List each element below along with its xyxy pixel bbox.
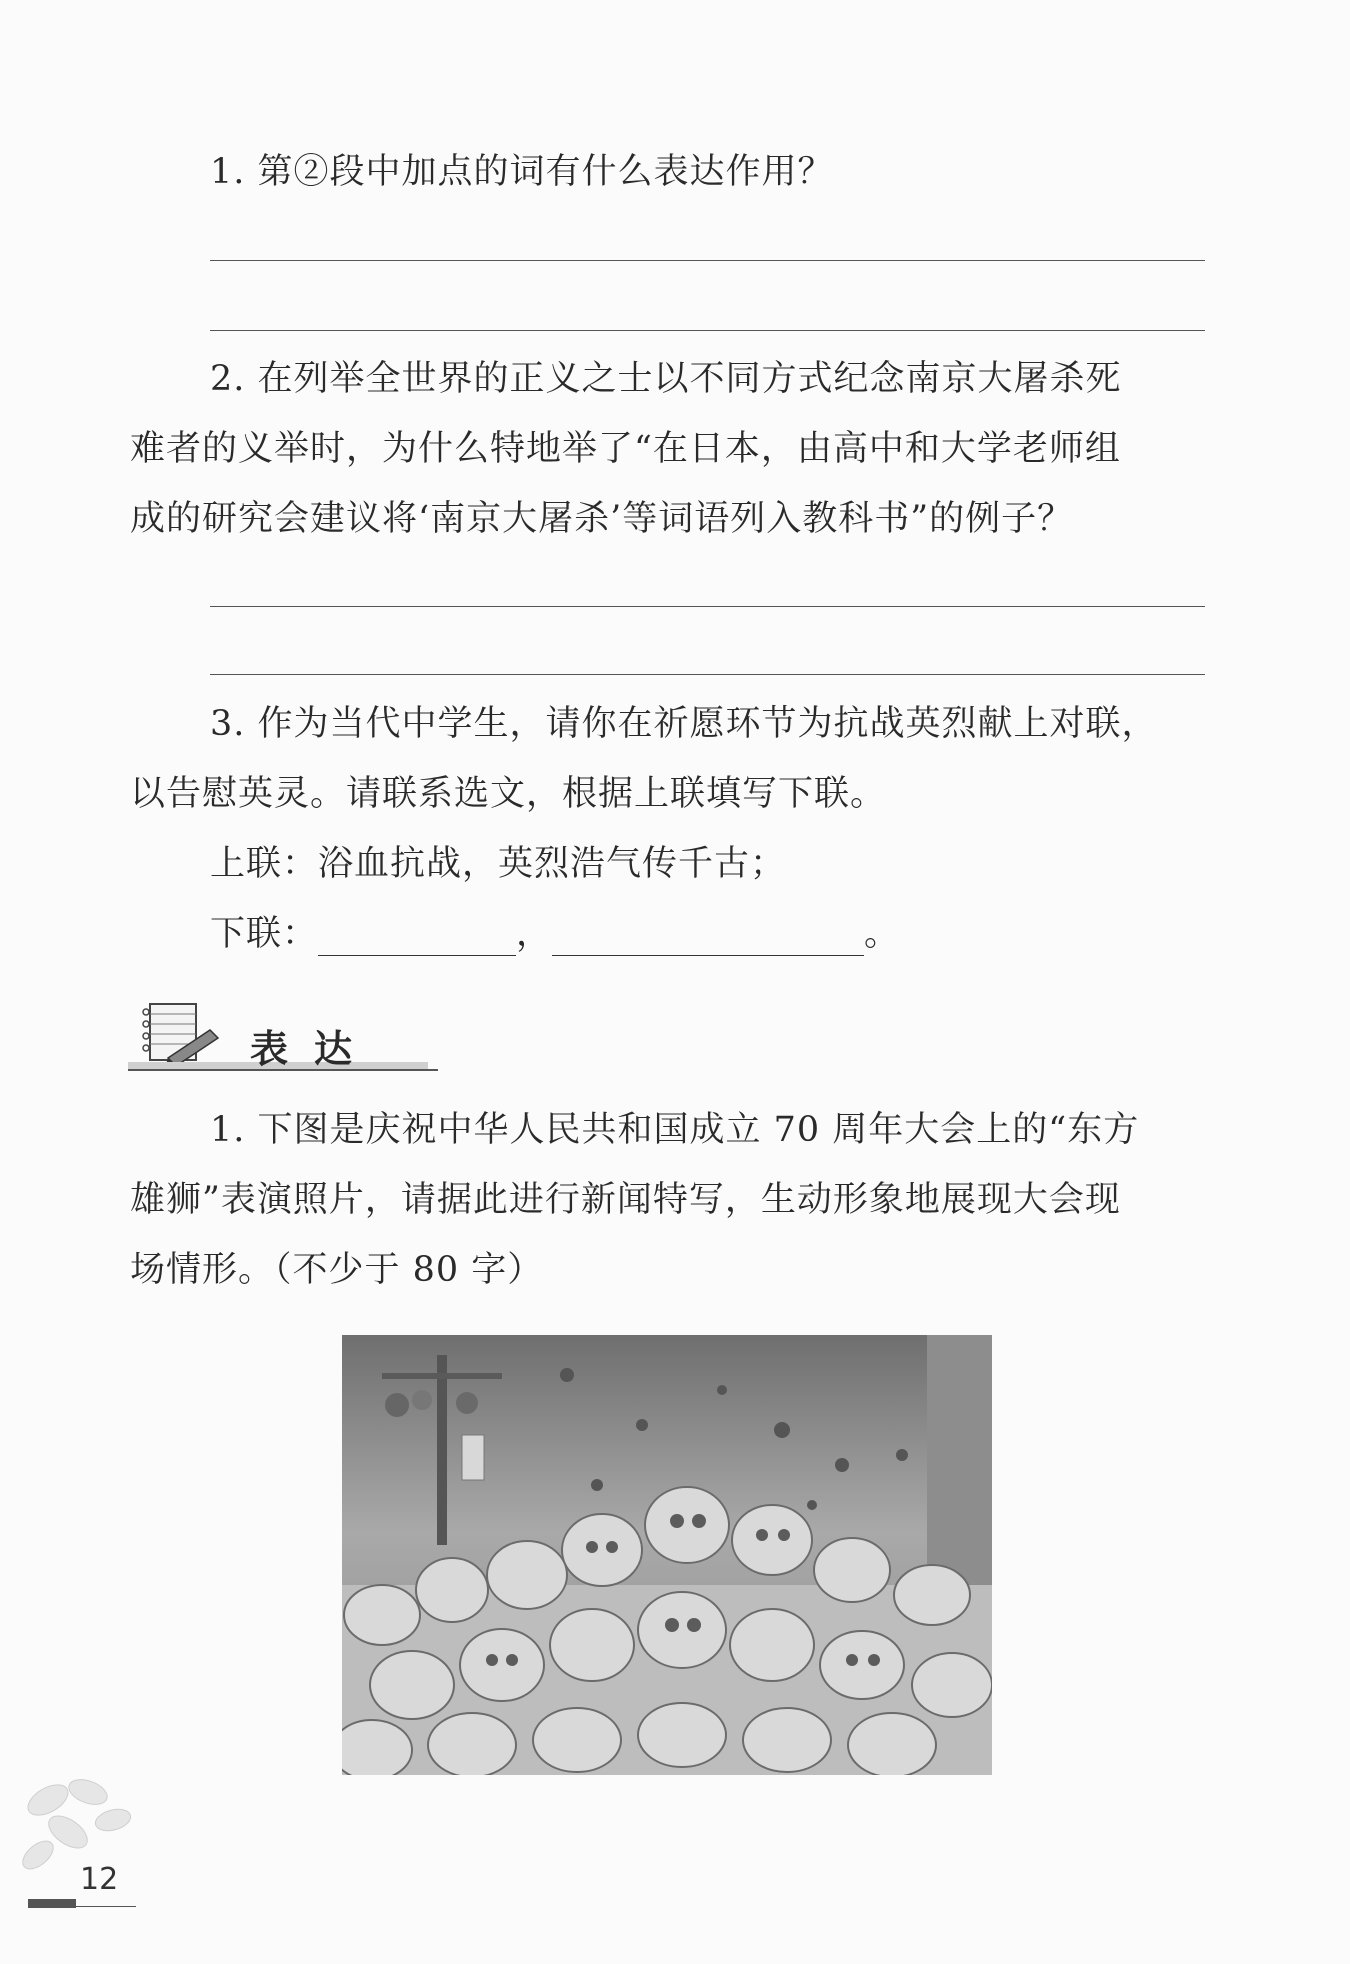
- lower-couplet-row: [210, 912, 1210, 956]
- lower-couplet-label: 下联：: [210, 914, 319, 954]
- question-1: 1. 第②段中加点的词有什么表达作用？: [210, 152, 834, 192]
- page-number-bar: [28, 1899, 76, 1908]
- page-number-rule: [76, 1906, 136, 1907]
- lion-dance-photo: [342, 1335, 992, 1775]
- lower-couplet-blank-1[interactable]: [318, 921, 516, 956]
- lower-couplet-blank-2[interactable]: [552, 921, 864, 956]
- answer-line[interactable]: [210, 330, 1205, 331]
- section-title: 表达: [250, 1027, 379, 1071]
- expression-question-line-3: 场情形。（不少于 80 字）: [130, 1250, 544, 1290]
- expression-question-line-1: 1. 下图是庆祝中华人民共和国成立 70 周年大会上的“东方: [210, 1110, 1140, 1150]
- answer-line[interactable]: [210, 674, 1205, 675]
- question-2-line-3: 成的研究会建议将‘南京大屠杀’等词语列入教科书”的例子？: [130, 499, 1074, 539]
- question-3-line-2: 以告慰英灵。请联系选文，根据上联填写下联。: [130, 774, 887, 814]
- expression-question-line-2: 雄狮”表演照片，请据此进行新闻特写，生动形象地展现大会现: [130, 1180, 1121, 1220]
- page-number: 12: [80, 1862, 119, 1897]
- question-3-line-1: 3. 作为当代中学生，请你在祈愿环节为抗战英烈献上对联，: [210, 704, 1158, 744]
- couplet-comma: ，: [516, 914, 553, 954]
- answer-line[interactable]: [210, 260, 1205, 261]
- upper-couplet: 上联：浴血抗战，英烈浩气传千古；: [210, 844, 787, 884]
- answer-line[interactable]: [210, 606, 1205, 607]
- question-2-line-1: 2. 在列举全世界的正义之士以不同方式纪念南京大屠杀死: [210, 359, 1122, 399]
- question-2-line-2: 难者的义举时，为什么特地举了“在日本，由高中和大学老师组: [130, 429, 1121, 469]
- couplet-period: 。: [864, 914, 901, 954]
